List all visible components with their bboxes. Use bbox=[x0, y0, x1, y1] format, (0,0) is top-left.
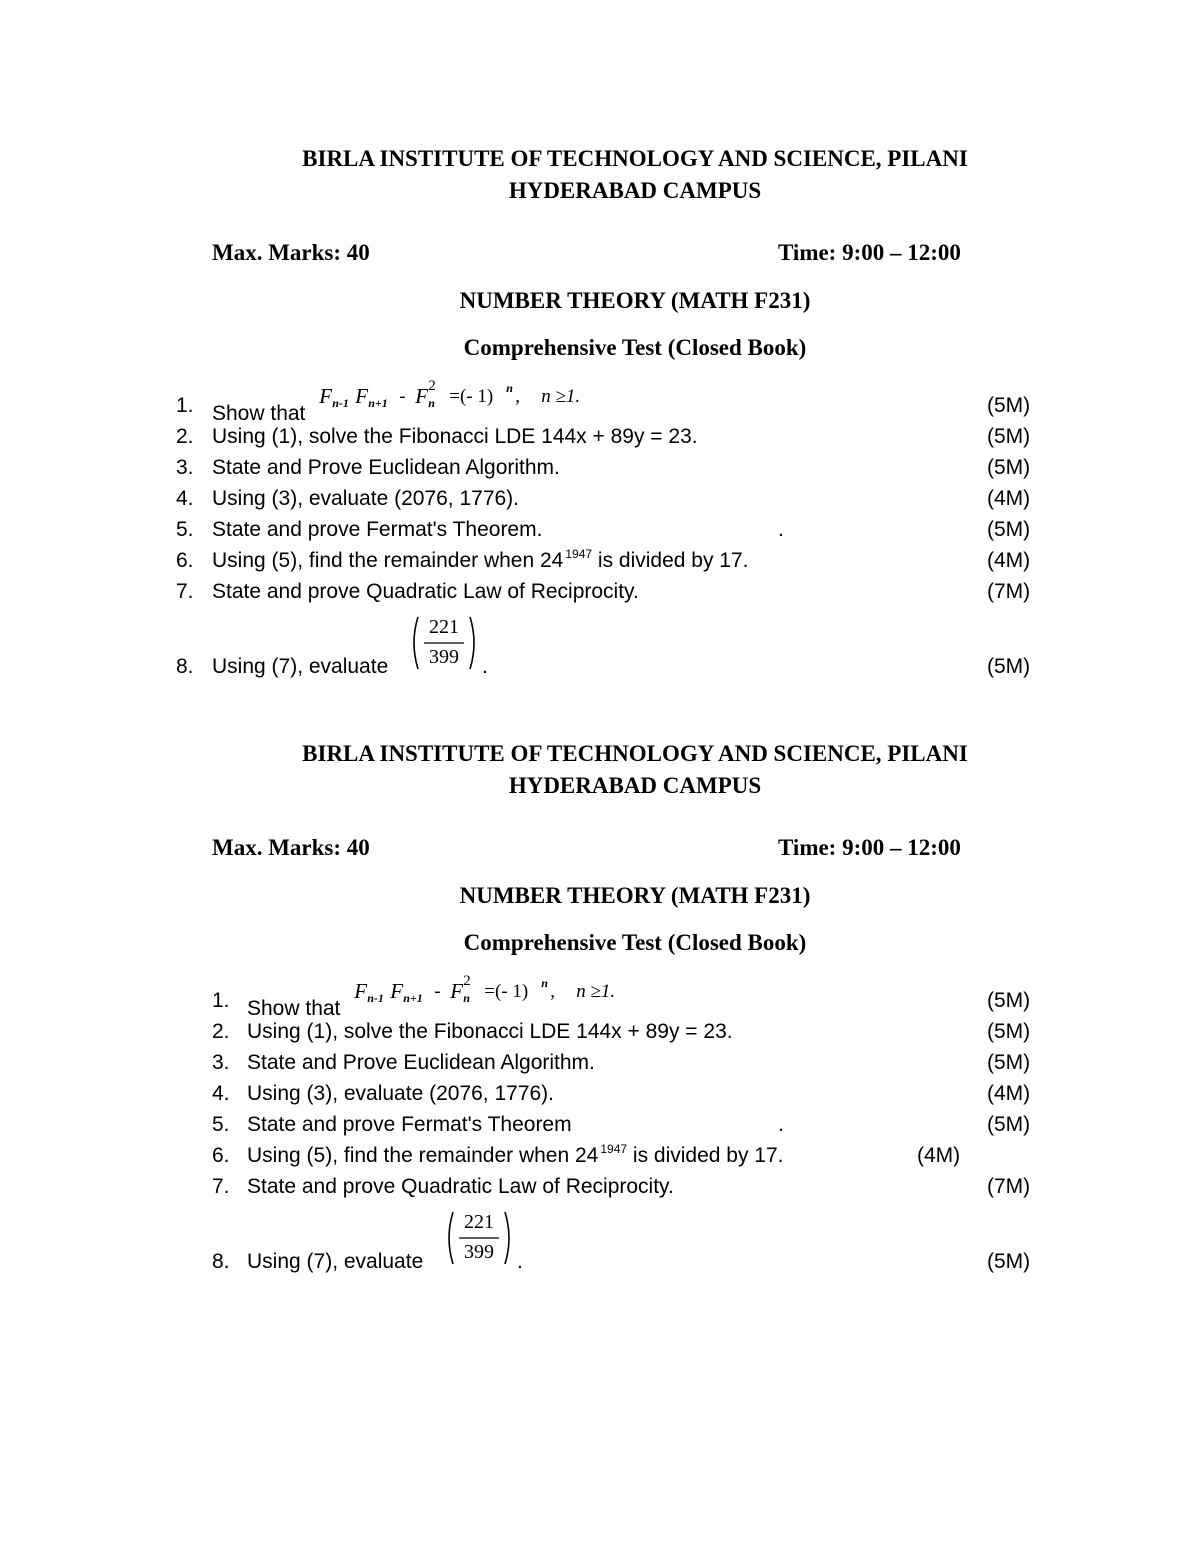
question-marks: (4M) bbox=[987, 487, 1031, 510]
question-marks: (5M) bbox=[987, 1250, 1031, 1273]
question-5 bbox=[212, 1113, 1040, 1144]
fibonacci-identity-formula bbox=[346, 973, 646, 1009]
question-marks: (5M) bbox=[987, 1020, 1031, 1043]
question-marks: (5M) bbox=[987, 456, 1031, 479]
question-7 bbox=[212, 1175, 1040, 1206]
question-text: Using (7), evaluate bbox=[212, 655, 389, 678]
max-marks: Max. Marks: 40 bbox=[212, 240, 370, 265]
formula-equals: =(- 1) bbox=[484, 981, 529, 1002]
exponent: 1947 bbox=[600, 1142, 628, 1156]
formula-F: F bbox=[355, 384, 369, 408]
question-4 bbox=[212, 1082, 1040, 1113]
formula-exponent: n bbox=[541, 976, 548, 990]
formula-minus: - bbox=[399, 386, 406, 407]
question-text: Using (5), find the remainder when 24 bbox=[212, 549, 564, 572]
question-number: 7. bbox=[176, 580, 194, 603]
formula-F: F bbox=[354, 979, 368, 1003]
question-text: Using (7), evaluate bbox=[247, 1250, 424, 1273]
formula-subscript: n bbox=[463, 991, 470, 1005]
question-extra-dot: . bbox=[778, 518, 784, 541]
question-text: Using (3), evaluate (2076, 1776). bbox=[212, 487, 520, 510]
max-marks: Max. Marks: 40 bbox=[212, 835, 370, 860]
question-marks: (4M) bbox=[917, 1144, 961, 1167]
formula-F: F bbox=[319, 384, 333, 408]
question-number: 2. bbox=[212, 1020, 230, 1043]
test-type: Comprehensive Test (Closed Book) bbox=[463, 335, 807, 360]
question-number: 1. bbox=[212, 989, 230, 1012]
question-number: 8. bbox=[176, 655, 194, 678]
course-title: NUMBER THEORY (MATH F231) bbox=[459, 288, 811, 313]
question-marks: (5M) bbox=[987, 1051, 1031, 1074]
formula-subscript: n bbox=[428, 396, 435, 410]
question-marks: (4M) bbox=[987, 549, 1031, 572]
question-number: 5. bbox=[212, 1113, 230, 1136]
question-text: State and prove Fermat's Theorem. bbox=[212, 518, 543, 541]
question-number: 4. bbox=[212, 1082, 230, 1105]
legendre-symbol bbox=[443, 1208, 515, 1268]
question-marks: (7M) bbox=[987, 1175, 1031, 1198]
question-1 bbox=[212, 973, 1040, 1020]
question-text: State and prove Quadratic Law of Reciprocity. bbox=[247, 1175, 674, 1198]
institute-header bbox=[0, 738, 1200, 802]
legendre-denominator: 399 bbox=[429, 646, 459, 668]
legendre-numerator: 221 bbox=[464, 1211, 494, 1233]
question-text: State and Prove Euclidean Algorithm. bbox=[212, 456, 560, 479]
course-title: NUMBER THEORY (MATH F231) bbox=[459, 883, 811, 908]
question-4 bbox=[176, 487, 1040, 518]
question-text: Show that bbox=[212, 402, 306, 425]
formula-comma: , bbox=[550, 981, 555, 1002]
formula-superscript: 2 bbox=[463, 973, 471, 989]
formula-condition: n ≥1. bbox=[576, 981, 616, 1002]
question-tail: . bbox=[482, 655, 488, 678]
question-text: Using (1), solve the Fibonacci LDE 144x + 89y = 23. bbox=[212, 425, 698, 448]
formula-subscript: n-1 bbox=[367, 991, 384, 1005]
question-8 bbox=[212, 1211, 1040, 1281]
exam-time: Time: 9:00 – 12:00 bbox=[778, 835, 961, 860]
question-5 bbox=[176, 518, 1040, 549]
formula-subscript: n-1 bbox=[332, 396, 349, 410]
question-text: State and prove Fermat's Theorem bbox=[247, 1113, 572, 1136]
question-marks: (5M) bbox=[987, 655, 1031, 678]
institute-name: BIRLA INSTITUTE OF TECHNOLOGY AND SCIENCE, PILANI bbox=[302, 146, 968, 171]
question-text: Show that bbox=[247, 997, 341, 1020]
fibonacci-identity-formula bbox=[311, 378, 611, 414]
question-number: 3. bbox=[212, 1051, 230, 1074]
campus-name: HYDERABAD CAMPUS bbox=[508, 773, 762, 798]
question-text: is divided by 17. bbox=[592, 549, 749, 572]
institute-header bbox=[0, 143, 1200, 207]
question-3 bbox=[176, 456, 1040, 487]
paper-2 bbox=[0, 595, 1200, 1355]
question-number: 6. bbox=[212, 1144, 230, 1167]
legendre-denominator: 399 bbox=[464, 1241, 494, 1263]
formula-superscript: 2 bbox=[428, 378, 436, 394]
question-number: 8. bbox=[212, 1250, 230, 1273]
question-number: 1. bbox=[176, 394, 194, 417]
question-text: State and prove Quadratic Law of Reciprocity. bbox=[212, 580, 639, 603]
institute-name: BIRLA INSTITUTE OF TECHNOLOGY AND SCIENCE, PILANI bbox=[302, 741, 968, 766]
legendre-numerator: 221 bbox=[429, 616, 459, 638]
question-text: is divided by 17. bbox=[627, 1144, 784, 1167]
test-type: Comprehensive Test (Closed Book) bbox=[463, 930, 807, 955]
question-3 bbox=[212, 1051, 1040, 1082]
question-marks: (5M) bbox=[987, 518, 1031, 541]
formula-exponent: n bbox=[506, 381, 513, 395]
formula-condition: n ≥1. bbox=[541, 386, 581, 407]
question-marks: (5M) bbox=[987, 425, 1031, 448]
question-text: Using (3), evaluate (2076, 1776). bbox=[247, 1082, 555, 1105]
question-2 bbox=[176, 425, 1040, 456]
question-text: State and Prove Euclidean Algorithm. bbox=[247, 1051, 595, 1074]
question-1 bbox=[176, 378, 1040, 425]
question-number: 4. bbox=[176, 487, 194, 510]
campus-name: HYDERABAD CAMPUS bbox=[508, 178, 762, 203]
question-6 bbox=[212, 1144, 1040, 1175]
formula-comma: , bbox=[515, 386, 520, 407]
question-marks: (4M) bbox=[987, 1082, 1031, 1105]
question-number: 3. bbox=[176, 456, 194, 479]
formula-subscript: n+1 bbox=[403, 991, 423, 1005]
question-extra-dot: . bbox=[778, 1113, 784, 1136]
exam-time: Time: 9:00 – 12:00 bbox=[778, 240, 961, 265]
formula-subscript: n+1 bbox=[368, 396, 388, 410]
question-2 bbox=[212, 1020, 1040, 1051]
question-number: 2. bbox=[176, 425, 194, 448]
question-text: Using (1), solve the Fibonacci LDE 144x + 89y = 23. bbox=[247, 1020, 733, 1043]
formula-F: F bbox=[450, 979, 464, 1003]
formula-equals: =(- 1) bbox=[449, 386, 494, 407]
question-marks: (7M) bbox=[987, 580, 1031, 603]
formula-F: F bbox=[415, 384, 429, 408]
question-number: 7. bbox=[212, 1175, 230, 1198]
question-tail: . bbox=[517, 1250, 523, 1273]
question-6 bbox=[176, 549, 1040, 580]
formula-minus: - bbox=[434, 981, 441, 1002]
question-marks: (5M) bbox=[987, 1113, 1031, 1136]
question-marks: (5M) bbox=[987, 394, 1031, 417]
question-text: Using (5), find the remainder when 24 bbox=[247, 1144, 599, 1167]
exponent: 1947 bbox=[565, 547, 593, 561]
question-number: 5. bbox=[176, 518, 194, 541]
question-marks: (5M) bbox=[987, 989, 1031, 1012]
question-number: 6. bbox=[176, 549, 194, 572]
formula-F: F bbox=[390, 979, 404, 1003]
